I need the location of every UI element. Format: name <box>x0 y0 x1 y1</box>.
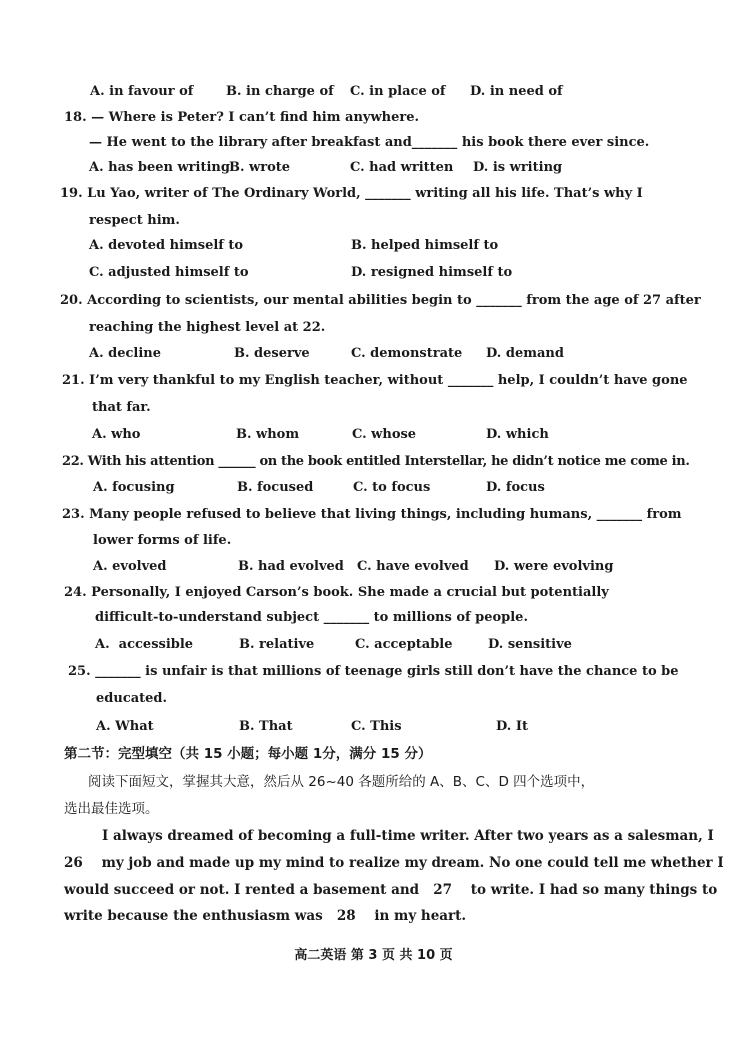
q18-stem: 18. — Where is Peter? I can’t find him anywhere. <box>64 110 420 125</box>
q25-stem: 25. _______ is unfair is that millions of teenage girls still don’t have the chance to be <box>68 664 679 679</box>
q22-option-b: B. focused <box>237 480 314 495</box>
q17-option-b: B. in charge of <box>226 84 334 99</box>
q23-stem: 23. Many people refused to believe that living things, including humans, _______ from <box>62 507 682 522</box>
q22-option-a: A. focusing <box>93 480 175 495</box>
passage-line-3: would succeed or not. I rented a basement and 27 to write. I had so many things to <box>64 882 718 898</box>
q20-option-b: B. deserve <box>234 346 310 361</box>
q24-option-b: B. relative <box>239 637 315 652</box>
q25-option-d: D. It <box>496 719 528 734</box>
q18-option-d: D. is writing <box>473 160 563 175</box>
q23-option-d: D. were evolving <box>494 559 614 574</box>
q19-option-c: C. adjusted himself to <box>89 265 249 280</box>
q21-option-c: C. whose <box>352 427 417 442</box>
q18-option-a: A. has been writing <box>89 160 230 175</box>
q20-option-a: A. decline <box>89 346 162 361</box>
q24-option-c: C. acceptable <box>355 637 453 652</box>
q25-option-b: B. That <box>239 719 293 734</box>
q17-option-d: D. in need of <box>470 84 563 99</box>
section2-instruction-line1: 阅读下面短文，掌握其大意，然后从 26~40 各题所给的 A、B、C、D 四个选项中， <box>88 774 595 790</box>
q17-option-c: C. in place of <box>350 84 446 99</box>
q24-line2: difficult-to-understand subject _______ to millions of people. <box>95 610 528 625</box>
q22-stem: 22. With his attention ______ on the book entitled Interstellar, he didn’t notice me come in. <box>62 454 690 469</box>
q18-option-b: B. wrote <box>229 160 291 175</box>
passage-line-2: 26 my job and made up my mind to realize my dream. No one could tell me whether I <box>64 855 724 871</box>
q21-line2: that far. <box>92 400 151 415</box>
q21-option-d: D. which <box>486 427 549 442</box>
page-footer: 高二英语 第 3 页 共 10 页 <box>294 948 453 963</box>
q20-stem: 20. According to scientists, our mental abilities begin to _______ from the age of 27 after <box>60 293 701 308</box>
q20-option-c: C. demonstrate <box>351 346 463 361</box>
q23-option-a: A. evolved <box>93 559 167 574</box>
passage-line-4: write because the enthusiasm was 28 in my heart. <box>64 908 467 924</box>
q19-option-d: D. resigned himself to <box>351 265 513 280</box>
q24-option-d: D. sensitive <box>488 637 572 652</box>
q23-option-b: B. had evolved <box>238 559 344 574</box>
q19-option-b: B. helped himself to <box>351 238 499 253</box>
q21-option-b: B. whom <box>236 427 300 442</box>
q24-option-a: A. accessible <box>95 637 194 652</box>
q22-option-c: C. to focus <box>353 480 431 495</box>
q19-stem: 19. Lu Yao, writer of The Ordinary World, _______ writing all his life. That’s why I <box>60 186 643 201</box>
q23-line2: lower forms of life. <box>93 533 232 548</box>
q18-option-c: C. had written <box>350 160 454 175</box>
q25-option-c: C. This <box>351 719 402 734</box>
q19-option-a: A. devoted himself to <box>89 238 244 253</box>
q20-option-d: D. demand <box>486 346 564 361</box>
section2-heading: 第二节：完型填空（共 15 小题；每小题 1分，满分 15 分） <box>64 746 432 762</box>
q25-line2: educated. <box>96 691 168 706</box>
passage-line-1: I always dreamed of becoming a full-time writer. After two years as a salesman, I <box>102 828 714 844</box>
q25-option-a: A. What <box>96 719 154 734</box>
q23-option-c: C. have evolved <box>357 559 469 574</box>
q24-stem: 24. Personally, I enjoyed Carson’s book. She made a crucial but potentially <box>64 585 609 600</box>
section2-instruction-line2: 选出最佳选项。 <box>64 801 159 817</box>
q21-stem: 21. I’m very thankful to my English teacher, without _______ help, I couldn’t have gone <box>62 373 688 388</box>
q19-line2: respect him. <box>89 213 180 228</box>
q18-line2: — He went to the library after breakfast and_______ his book there ever since. <box>89 135 650 150</box>
q21-option-a: A. who <box>92 427 141 442</box>
q20-line2: reaching the highest level at 22. <box>89 320 326 335</box>
q22-option-d: D. focus <box>486 480 545 495</box>
q17-option-a: A. in favour of <box>90 84 194 99</box>
